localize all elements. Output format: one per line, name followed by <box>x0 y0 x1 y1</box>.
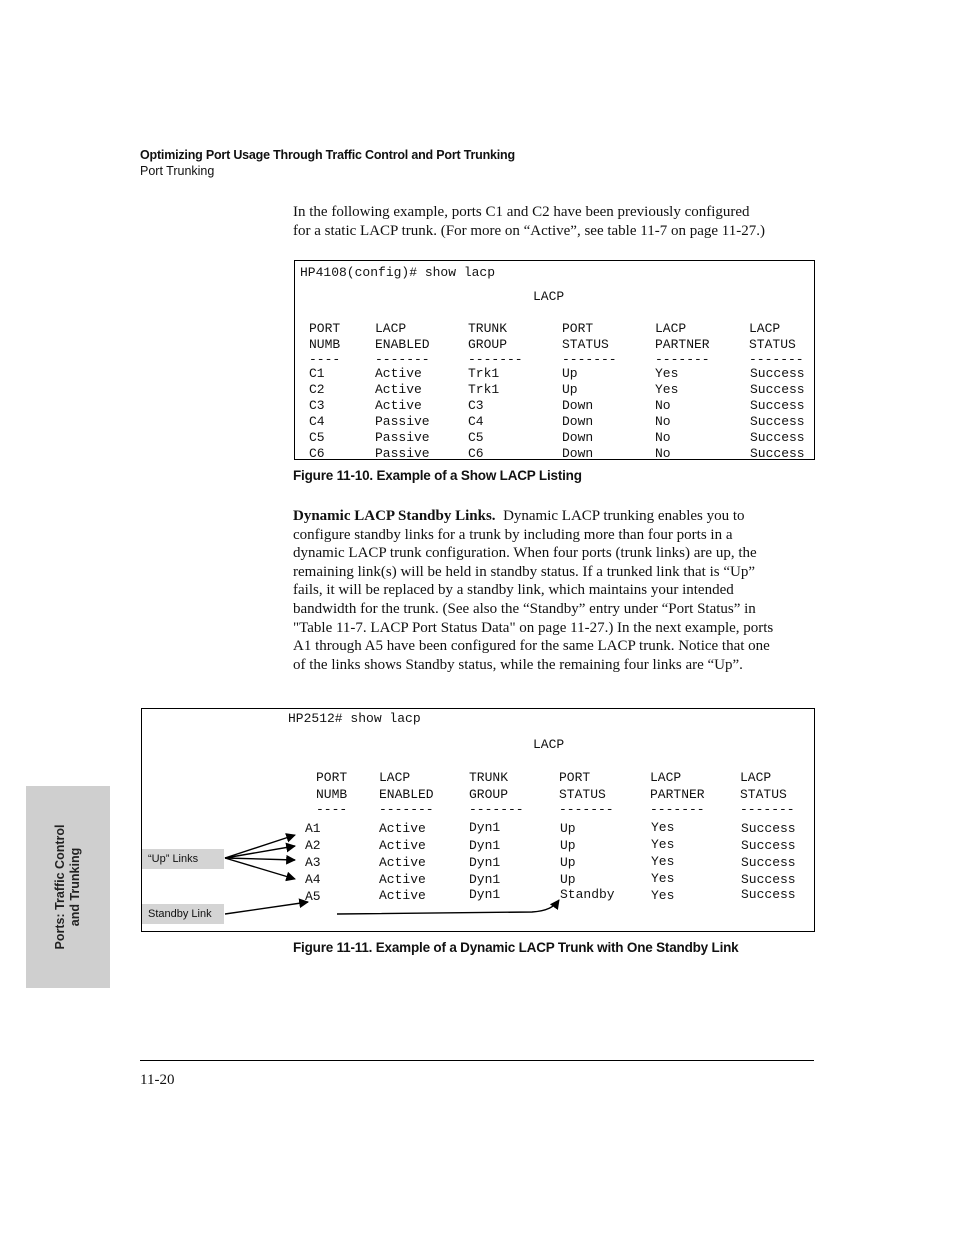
column-rule: ------- <box>562 352 617 367</box>
row-cell: Yes <box>651 871 675 886</box>
row-cell: Up <box>560 855 576 870</box>
column-header: LACP <box>379 770 411 785</box>
paragraph-run-in-heading: Dynamic LACP Standby Links. <box>293 508 496 524</box>
intro-line: for a static LACP trunk. (For more on “Active”, see table 11-7 on page 11-27.) <box>293 222 765 239</box>
column-header: TRUNK <box>469 770 509 785</box>
column-rule: ------- <box>559 802 614 817</box>
arrow-to-a1 <box>225 835 295 858</box>
arrow-to-a4 <box>225 858 295 879</box>
row-cell: Active <box>375 398 422 413</box>
column-header: STATUS <box>559 787 606 802</box>
row-cell: Active <box>379 872 426 887</box>
column-rule: ------- <box>740 802 795 817</box>
column-rule: ------- <box>650 802 705 817</box>
running-header-subtitle: Port Trunking <box>140 164 215 178</box>
column-header: NUMB <box>309 337 341 352</box>
column-header: LACP <box>655 321 687 336</box>
row-cell: Standby <box>560 887 615 902</box>
terminal-prompt: HP4108(config)# show lacp <box>300 265 496 280</box>
row-cell: C3 <box>309 398 325 413</box>
column-header: ENABLED <box>379 787 434 802</box>
column-header: PORT <box>309 321 341 336</box>
row-cell: A3 <box>305 855 321 870</box>
row-cell: Active <box>379 855 426 870</box>
column-header: PARTNER <box>650 787 705 802</box>
row-cell: Dyn1 <box>469 855 501 870</box>
footer-rule <box>140 1060 814 1061</box>
row-cell: Active <box>379 838 426 853</box>
row-cell: C1 <box>309 366 325 381</box>
row-cell: Yes <box>651 888 675 903</box>
column-header: ENABLED <box>375 337 430 352</box>
intro-paragraph <box>293 203 815 240</box>
row-cell: A2 <box>305 838 321 853</box>
row-cell: C3 <box>468 398 484 413</box>
paragraph-line: A1 through A5 have been configured for the same LACP trunk. Notice that one <box>293 638 770 655</box>
column-rule: ------- <box>375 352 430 367</box>
intro-line: In the following example, ports C1 and C2 have been previously configured <box>293 204 750 220</box>
arrow-to-standby <box>337 900 559 914</box>
figure1-terminal <box>294 260 815 460</box>
column-header: NUMB <box>316 787 348 802</box>
row-cell: Passive <box>375 430 430 445</box>
row-cell: Down <box>562 446 594 460</box>
paragraph-text: Dynamic LACP trunking enables you to <box>503 508 745 524</box>
paragraph-line: bandwidth for the trunk. (See also the “Standby” entry under “Port Status” in <box>293 600 756 617</box>
row-cell: C2 <box>309 382 325 397</box>
row-cell: C4 <box>309 414 325 429</box>
column-rule: ---- <box>309 352 341 367</box>
row-cell: A4 <box>305 872 321 887</box>
row-cell: Up <box>562 382 578 397</box>
row-cell: Passive <box>375 446 430 460</box>
column-header: PORT <box>562 321 594 336</box>
row-cell: Success <box>741 838 796 853</box>
paragraph-line: "Table 11-7. LACP Port Status Data" on page 11-27.) In the next example, ports <box>293 619 774 636</box>
row-cell: Down <box>562 398 594 413</box>
standby-paragraph <box>293 507 815 674</box>
row-cell: C6 <box>468 446 484 460</box>
column-header: STATUS <box>740 787 787 802</box>
column-rule: ------- <box>468 352 523 367</box>
column-rule: ------- <box>655 352 710 367</box>
row-cell: Success <box>750 382 805 397</box>
row-cell: Yes <box>651 854 675 869</box>
column-header: PORT <box>316 770 348 785</box>
row-cell: Active <box>379 888 426 903</box>
row-cell: No <box>655 430 671 445</box>
terminal-heading: LACP <box>533 289 565 304</box>
paragraph-line: remaining link(s) will be held in standby status. If a trunked link that is “Up” <box>293 563 755 580</box>
callout-standby-link: Standby Link <box>142 904 224 924</box>
figure1-caption: Figure 11-10. Example of a Show LACP Listing <box>293 468 582 483</box>
row-cell: Success <box>741 855 796 870</box>
column-rule: ------- <box>749 352 804 367</box>
thumb-label-line: and Trunking <box>68 847 82 927</box>
row-cell: Dyn1 <box>469 838 501 853</box>
column-header: STATUS <box>562 337 609 352</box>
column-header: PARTNER <box>655 337 710 352</box>
row-cell: C5 <box>309 430 325 445</box>
row-cell: Success <box>750 414 805 429</box>
chapter-thumb-label <box>53 787 83 987</box>
column-rule: ------- <box>469 802 524 817</box>
row-cell: No <box>655 398 671 413</box>
column-header: LACP <box>650 770 682 785</box>
page-number: 11-20 <box>140 1072 175 1088</box>
row-cell: Active <box>379 821 426 836</box>
column-header: LACP <box>375 321 407 336</box>
column-header: LACP <box>740 770 772 785</box>
column-header: STATUS <box>749 337 796 352</box>
row-cell: Up <box>562 366 578 381</box>
arrow-to-a5 <box>225 902 308 914</box>
arrow-to-a2 <box>225 846 295 858</box>
chapter-thumb-tab <box>26 786 110 988</box>
row-cell: Active <box>375 382 422 397</box>
paragraph-line: of the links shows Standby status, while the remaining four links are “Up”. <box>293 656 743 673</box>
row-cell: C6 <box>309 446 325 460</box>
row-cell: Trk1 <box>468 382 500 397</box>
row-cell: Active <box>375 366 422 381</box>
row-cell: No <box>655 446 671 460</box>
column-rule: ------- <box>379 802 434 817</box>
running-header-title: Optimizing Port Usage Through Traffic Control and Port Trunking <box>140 148 515 162</box>
row-cell: C5 <box>468 430 484 445</box>
thumb-label-line: Ports: Traffic Control <box>53 824 67 950</box>
row-cell: Up <box>560 872 576 887</box>
row-cell: Dyn1 <box>469 820 501 835</box>
column-rule: ---- <box>316 802 348 817</box>
row-cell: Up <box>560 838 576 853</box>
row-cell: Dyn1 <box>469 887 501 902</box>
paragraph-line: fails, it will be replaced by a standby link, which maintains your intended <box>293 582 734 599</box>
column-header: TRUNK <box>468 321 508 336</box>
row-cell: Passive <box>375 414 430 429</box>
row-cell: Dyn1 <box>469 872 501 887</box>
arrow-to-a3 <box>225 858 295 860</box>
row-cell: Trk1 <box>468 366 500 381</box>
row-cell: Success <box>741 872 796 887</box>
paragraph-line: dynamic LACP trunk configuration. When four ports (trunk links) are up, the <box>293 545 757 562</box>
column-header: PORT <box>559 770 591 785</box>
row-cell: Success <box>750 446 805 460</box>
row-cell: Yes <box>655 382 679 397</box>
paragraph-line <box>293 507 815 526</box>
figure2-terminal <box>141 708 815 932</box>
row-cell: Success <box>741 821 796 836</box>
terminal-heading: LACP <box>533 737 565 752</box>
figure2-caption: Figure 11-11. Example of a Dynamic LACP Trunk with One Standby Link <box>293 940 739 955</box>
terminal-prompt: HP2512# show lacp <box>288 711 421 726</box>
row-cell: C4 <box>468 414 484 429</box>
row-cell: Down <box>562 430 594 445</box>
row-cell: Yes <box>655 366 679 381</box>
row-cell: Success <box>750 366 805 381</box>
row-cell: No <box>655 414 671 429</box>
callout-arrows <box>142 709 814 931</box>
column-header: GROUP <box>468 337 508 352</box>
row-cell: Down <box>562 414 594 429</box>
row-cell: Success <box>750 398 805 413</box>
row-cell: Success <box>741 887 796 902</box>
row-cell: Yes <box>651 820 675 835</box>
row-cell: A5 <box>305 889 321 904</box>
column-header: GROUP <box>469 787 509 802</box>
row-cell: Up <box>560 821 576 836</box>
row-cell: Yes <box>651 837 675 852</box>
column-header: LACP <box>749 321 781 336</box>
row-cell: A1 <box>305 821 321 836</box>
paragraph-line: configure standby links for a trunk by including more than four ports in a <box>293 526 733 543</box>
row-cell: Success <box>750 430 805 445</box>
callout-up-links: “Up” Links <box>142 849 224 869</box>
